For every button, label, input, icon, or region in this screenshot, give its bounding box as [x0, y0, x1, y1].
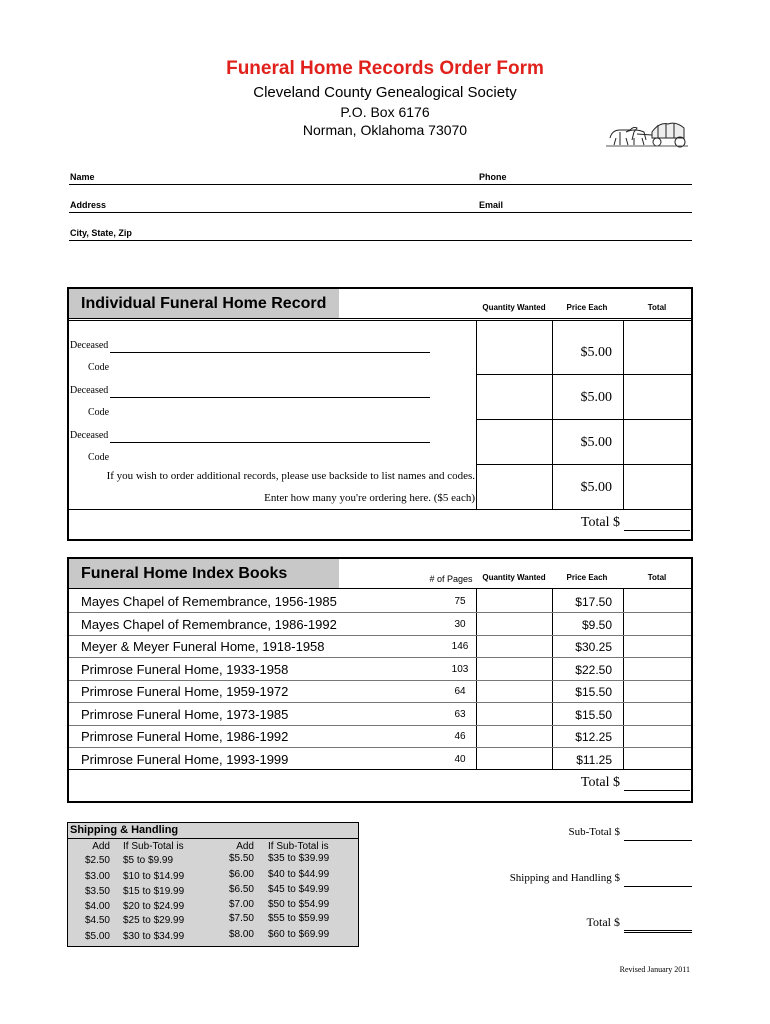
book-pages: 75 [454, 596, 466, 607]
books-col-price: Price Each [566, 573, 608, 582]
shipping-add-amount: $3.50 [84, 886, 110, 897]
records-header-rule-2 [69, 320, 691, 321]
code-label: Code [88, 362, 110, 373]
shipping-add-amount: $2.50 [84, 855, 110, 866]
shipping-range: $40 to $44.99 [268, 869, 330, 880]
shipping-col-if: If Sub-Total is [123, 841, 184, 852]
shipping-range: $10 to $14.99 [123, 871, 185, 882]
table-row [69, 680, 691, 681]
shipping-range: $55 to $59.99 [268, 913, 330, 924]
records-row-rule-1 [476, 374, 691, 375]
shipping-range: $15 to $19.99 [123, 886, 185, 897]
book-name: Primrose Funeral Home, 1986-1992 [81, 729, 289, 744]
city-address: Norman, Oklahoma 73070 [302, 122, 468, 138]
book-price: $15.50 [575, 685, 612, 699]
records-divider-3 [623, 320, 624, 509]
book-price: $30.25 [575, 640, 612, 654]
records-row-rule-2 [476, 419, 691, 420]
shipping-add-amount: $6.50 [228, 884, 254, 895]
table-row [69, 612, 691, 613]
shipping-range: $60 to $69.99 [268, 929, 330, 940]
shipping-handling-label: Shipping and Handling $ [509, 872, 620, 884]
shipping-add-amount: $4.50 [84, 915, 110, 926]
table-row [69, 657, 691, 658]
shipping-heading-rule [67, 838, 359, 839]
shipping-add-amount: $3.00 [84, 871, 110, 882]
shipping-range: $5 to $9.99 [123, 855, 174, 866]
book-pages: 30 [454, 618, 466, 630]
book-pages: 64 [454, 686, 466, 697]
record-price: $5.00 [580, 390, 612, 405]
records-divider-1 [476, 320, 477, 509]
po-box: P.O. Box 6176 [340, 104, 430, 120]
shipping-range: $20 to $24.99 [123, 901, 185, 912]
phone-label: Phone [479, 172, 507, 182]
book-name: Primrose Funeral Home, 1959-1972 [81, 684, 289, 699]
shipping-col-add: Add [92, 841, 110, 852]
subtotal-label: Sub-Total $ [568, 826, 620, 838]
deceased-field[interactable] [110, 352, 430, 353]
book-pages: 46 [454, 731, 466, 742]
deceased-field[interactable] [110, 442, 430, 443]
shipping-col-add: Add [236, 841, 254, 852]
grand-total-field[interactable] [624, 930, 692, 931]
table-row [69, 635, 691, 636]
records-header-rule [69, 318, 691, 319]
records-heading: Individual Funeral Home Record [69, 289, 339, 318]
city-state-zip-label: City, State, Zip [70, 228, 132, 238]
book-price: $22.50 [575, 662, 612, 677]
revised-date: Revised January 2011 [619, 965, 690, 974]
table-row [69, 702, 691, 703]
additional-records-instruction: Enter how many you're ordering here. ($5 each) [264, 492, 475, 504]
book-pages: 63 [454, 708, 466, 720]
book-price: $9.50 [581, 617, 612, 632]
books-total-field[interactable] [624, 790, 690, 791]
shipping-range: $45 to $49.99 [268, 884, 330, 895]
shipping-add-amount: $5.00 [84, 931, 110, 942]
shipping-add-amount: $7.50 [228, 913, 254, 924]
address-email-field[interactable] [69, 212, 692, 213]
shipping-col-if: If Sub-Total is [268, 841, 329, 852]
books-divider-3 [623, 588, 624, 769]
books-bottom-rule [69, 769, 691, 770]
subtotal-field[interactable] [624, 840, 692, 841]
books-col-pages: # of Pages [429, 574, 473, 584]
shipping-handling-field[interactable] [624, 886, 692, 887]
records-total-label: Total $ [580, 515, 620, 530]
book-pages: 40 [454, 753, 466, 765]
shipping-add-amount: $6.00 [228, 869, 254, 880]
book-price: $12.25 [575, 730, 612, 744]
name-phone-field[interactable] [69, 184, 692, 185]
book-name: Primrose Funeral Home, 1933-1958 [81, 661, 289, 677]
grand-total-double-rule [624, 932, 692, 933]
organization-name: Cleveland County Genealogical Society [253, 84, 517, 101]
email-label: Email [479, 200, 504, 210]
shipping-add-amount: $4.00 [84, 901, 110, 912]
records-divider-2 [552, 320, 553, 509]
name-label: Name [70, 172, 95, 182]
book-price: $11.25 [576, 752, 612, 767]
record-price: $5.00 [580, 435, 612, 450]
books-col-total: Total [647, 573, 667, 582]
records-total-field[interactable] [624, 530, 690, 531]
records-col-quantity: Quantity Wanted [482, 303, 546, 312]
records-col-total: Total [647, 303, 667, 312]
code-label: Code [88, 452, 110, 463]
shipping-heading: Shipping & Handling [70, 824, 179, 836]
book-name: Meyer & Meyer Funeral Home, 1918-1958 [81, 639, 325, 654]
books-divider-2 [552, 588, 553, 769]
shipping-range: $25 to $29.99 [123, 915, 185, 926]
table-row [69, 725, 691, 726]
code-label: Code [88, 407, 110, 418]
book-name: Primrose Funeral Home, 1973-1985 [81, 706, 289, 722]
book-price: $17.50 [575, 595, 612, 609]
book-name: Mayes Chapel of Remembrance, 1956-1985 [81, 594, 337, 609]
record-price: $5.00 [580, 345, 612, 360]
books-total-label: Total $ [580, 775, 620, 790]
additional-price: $5.00 [580, 480, 612, 495]
additional-records-note: If you wish to order additional records, please use backside to list names and codes. [106, 470, 475, 482]
shipping-add-amount: $7.00 [228, 899, 254, 910]
shipping-add-amount: $5.50 [228, 853, 254, 864]
book-name: Primrose Funeral Home, 1993-1999 [81, 751, 289, 767]
address-label: Address [70, 200, 107, 210]
shipping-range: $50 to $54.99 [268, 899, 330, 910]
books-col-quantity: Quantity Wanted [482, 573, 546, 582]
shipping-range: $35 to $39.99 [268, 853, 330, 864]
book-price: $15.50 [575, 707, 612, 722]
records-row-rule-3 [476, 464, 691, 465]
books-header-rule [69, 588, 691, 589]
shipping-add-amount: $8.00 [228, 929, 254, 940]
records-col-price: Price Each [566, 303, 608, 312]
records-row-rule-4 [69, 509, 691, 510]
deceased-label: Deceased [70, 340, 109, 351]
book-pages: 103 [451, 663, 469, 675]
deceased-label: Deceased [70, 430, 109, 441]
book-pages: 146 [451, 641, 469, 652]
books-heading: Funeral Home Index Books [69, 559, 339, 588]
deceased-field[interactable] [110, 397, 430, 398]
book-name: Mayes Chapel of Remembrance, 1986-1992 [81, 616, 337, 632]
table-row [69, 747, 691, 748]
shipping-range: $30 to $34.99 [123, 931, 185, 942]
deceased-label: Deceased [70, 385, 109, 396]
grand-total-label: Total $ [586, 915, 620, 929]
form-title: Funeral Home Records Order Form [226, 58, 544, 79]
city-state-zip-field[interactable] [69, 240, 692, 241]
wagon-illustration-icon [604, 118, 690, 148]
